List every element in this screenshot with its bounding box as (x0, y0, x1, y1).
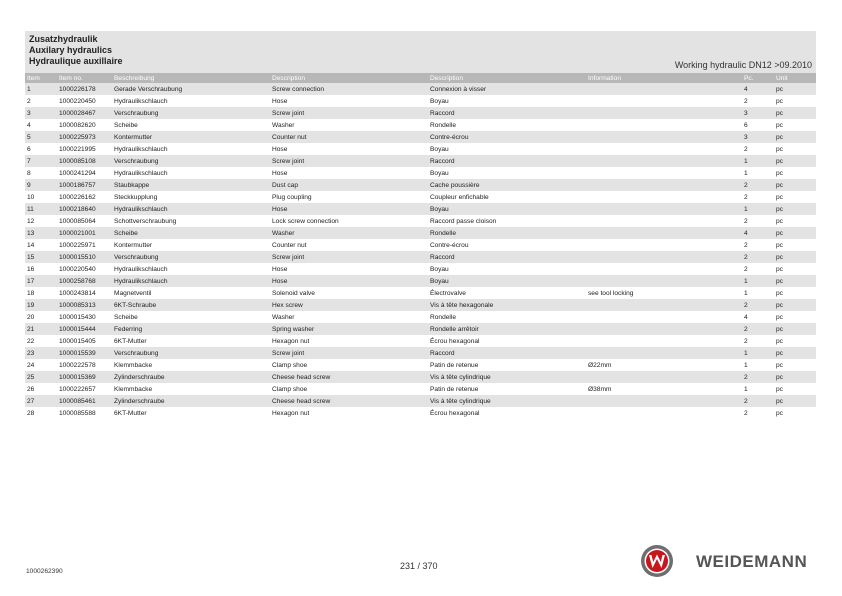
cell-item: 2 (25, 95, 57, 107)
cell-description-fr: Patin de retenue (428, 383, 586, 395)
cell-pc: 3 (742, 131, 774, 143)
cell-information: see tool locking (586, 287, 742, 299)
table-row (25, 191, 816, 203)
cell-information (586, 143, 742, 155)
cell-beschreibung: Scheibe (112, 311, 270, 323)
title-block (29, 34, 123, 67)
cell-description-fr: Écrou hexagonal (428, 407, 586, 419)
cell-item: 12 (25, 215, 57, 227)
cell-information (586, 191, 742, 203)
cell-information (586, 275, 742, 287)
cell-information (586, 335, 742, 347)
table-row (25, 371, 816, 383)
cell-information (586, 227, 742, 239)
title-german: Zusatzhydraulik (29, 34, 98, 44)
cell-beschreibung: Kontermutter (112, 239, 270, 251)
cell-information (586, 155, 742, 167)
cell-beschreibung: Hydraulikschlauch (112, 275, 270, 287)
table-row (25, 263, 816, 275)
cell-unit: pc (774, 263, 816, 275)
brand-name: WEIDEMANN (696, 552, 808, 571)
cell-description-fr: Boyau (428, 203, 586, 215)
cell-unit: pc (774, 83, 816, 95)
table-row (25, 119, 816, 131)
cell-item: 3 (25, 107, 57, 119)
cell-unit: pc (774, 95, 816, 107)
cell-description-en: Spring washer (270, 323, 428, 335)
cell-item-no: 1000241294 (57, 167, 112, 179)
cell-information (586, 311, 742, 323)
cell-pc: 2 (742, 215, 774, 227)
cell-pc: 1 (742, 383, 774, 395)
cell-pc: 1 (742, 275, 774, 287)
cell-pc: 4 (742, 83, 774, 95)
col-header-unit: Unit (776, 74, 788, 82)
cell-unit: pc (774, 155, 816, 167)
cell-description-en: Hose (270, 95, 428, 107)
cell-unit: pc (774, 203, 816, 215)
cell-beschreibung: Verschraubung (112, 107, 270, 119)
cell-description-en: Lock screw connection (270, 215, 428, 227)
cell-unit: pc (774, 407, 816, 419)
cell-description-en: Screw joint (270, 107, 428, 119)
table-row (25, 143, 816, 155)
cell-unit: pc (774, 167, 816, 179)
cell-beschreibung: Hydraulikschlauch (112, 263, 270, 275)
cell-beschreibung: Magnetventil (112, 287, 270, 299)
cell-beschreibung: Schottverschraubung (112, 215, 270, 227)
cell-description-en: Washer (270, 227, 428, 239)
cell-information (586, 347, 742, 359)
cell-item: 20 (25, 311, 57, 323)
cell-beschreibung: Steckkupplung (112, 191, 270, 203)
table-row (25, 131, 816, 143)
cell-item: 8 (25, 167, 57, 179)
cell-pc: 2 (742, 143, 774, 155)
table-row (25, 383, 816, 395)
table-row (25, 299, 816, 311)
cell-item: 7 (25, 155, 57, 167)
cell-unit: pc (774, 119, 816, 131)
cell-description-fr: Rondelle (428, 227, 586, 239)
cell-item: 10 (25, 191, 57, 203)
cell-beschreibung: Staubkappe (112, 179, 270, 191)
title-french: Hydraulique auxillaire (29, 56, 123, 66)
col-header-information: Information (588, 74, 621, 82)
cell-pc: 2 (742, 251, 774, 263)
cell-description-fr: Raccord (428, 251, 586, 263)
table-row (25, 359, 816, 371)
cell-description-en: Counter nut (270, 239, 428, 251)
parts-table (25, 73, 816, 419)
table-row (25, 95, 816, 107)
cell-beschreibung: 6KT-Mutter (112, 335, 270, 347)
cell-beschreibung: Klemmbacke (112, 383, 270, 395)
cell-pc: 2 (742, 191, 774, 203)
cell-beschreibung: Hydraulikschlauch (112, 143, 270, 155)
cell-item-no: 1000085461 (57, 395, 112, 407)
cell-description-fr: Vis à tête cylindrique (428, 371, 586, 383)
cell-information: Ø22mm (586, 359, 742, 371)
cell-description-fr: Boyau (428, 143, 586, 155)
cell-item-no: 1000220540 (57, 263, 112, 275)
cell-description-fr: Raccord (428, 107, 586, 119)
cell-information (586, 107, 742, 119)
cell-pc: 4 (742, 311, 774, 323)
cell-item-no: 1000218640 (57, 203, 112, 215)
cell-description-fr: Cache poussière (428, 179, 586, 191)
cell-item-no: 1000226178 (57, 83, 112, 95)
cell-beschreibung: Verschraubung (112, 155, 270, 167)
parts-table-wrapper (25, 73, 816, 419)
cell-beschreibung: Zylinderschraube (112, 371, 270, 383)
cell-description-en: Screw joint (270, 155, 428, 167)
cell-beschreibung: Federring (112, 323, 270, 335)
cell-item: 27 (25, 395, 57, 407)
table-row (25, 251, 816, 263)
document-id: 1000262390 (26, 568, 63, 575)
cell-information (586, 299, 742, 311)
cell-description-en: Solenoid valve (270, 287, 428, 299)
assembly-subtitle: Working hydraulic DN12 >09.2010 (674, 60, 812, 70)
cell-description-fr: Patin de retenue (428, 359, 586, 371)
cell-description-fr: Électrovalve (428, 287, 586, 299)
cell-pc: 1 (742, 167, 774, 179)
cell-information (586, 83, 742, 95)
cell-description-en: Counter nut (270, 131, 428, 143)
cell-description-fr: Connexion à visser (428, 83, 586, 95)
cell-item-no: 1000258768 (57, 275, 112, 287)
cell-description-en: Hose (270, 203, 428, 215)
title-english: Auxilary hydraulics (29, 45, 113, 55)
cell-pc: 3 (742, 107, 774, 119)
cell-pc: 2 (742, 335, 774, 347)
cell-item: 11 (25, 203, 57, 215)
cell-item: 14 (25, 239, 57, 251)
cell-unit: pc (774, 131, 816, 143)
cell-beschreibung: Hydraulikschlauch (112, 167, 270, 179)
cell-description-fr: Raccord (428, 347, 586, 359)
cell-pc: 2 (742, 263, 774, 275)
cell-information (586, 239, 742, 251)
cell-beschreibung: Klemmbacke (112, 359, 270, 371)
cell-information (586, 395, 742, 407)
cell-pc: 2 (742, 299, 774, 311)
cell-description-fr: Rondelle (428, 119, 586, 131)
cell-description-en: Dust cap (270, 179, 428, 191)
table-row (25, 347, 816, 359)
cell-information (586, 179, 742, 191)
table-header-row (25, 73, 816, 83)
cell-beschreibung: Verschraubung (112, 251, 270, 263)
cell-description-en: Washer (270, 119, 428, 131)
cell-item: 28 (25, 407, 57, 419)
cell-information (586, 119, 742, 131)
cell-description-fr: Boyau (428, 95, 586, 107)
cell-item: 17 (25, 275, 57, 287)
table-row (25, 407, 816, 419)
weidemann-w-logo-icon (640, 544, 674, 578)
cell-description-en: Hose (270, 143, 428, 155)
table-row (25, 107, 816, 119)
cell-description-en: Hose (270, 167, 428, 179)
cell-beschreibung: Scheibe (112, 227, 270, 239)
cell-information: Ø38mm (586, 383, 742, 395)
cell-information (586, 263, 742, 275)
cell-description-fr: Vis à tête cylindrique (428, 395, 586, 407)
cell-item: 19 (25, 299, 57, 311)
cell-item-no: 1000085313 (57, 299, 112, 311)
cell-description-en: Clamp shoe (270, 359, 428, 371)
cell-item: 9 (25, 179, 57, 191)
cell-item-no: 1000243814 (57, 287, 112, 299)
cell-information (586, 215, 742, 227)
cell-beschreibung: 6KT-Schraube (112, 299, 270, 311)
cell-information (586, 371, 742, 383)
cell-pc: 2 (742, 323, 774, 335)
cell-pc: 1 (742, 287, 774, 299)
cell-item-no: 1000015430 (57, 311, 112, 323)
cell-item-no: 1000015539 (57, 347, 112, 359)
cell-pc: 1 (742, 203, 774, 215)
cell-item-no: 1000085588 (57, 407, 112, 419)
cell-pc: 2 (742, 395, 774, 407)
cell-item: 6 (25, 143, 57, 155)
cell-unit: pc (774, 107, 816, 119)
cell-item: 23 (25, 347, 57, 359)
cell-item-no: 1000015405 (57, 335, 112, 347)
cell-item: 26 (25, 383, 57, 395)
header-band (25, 31, 816, 73)
parts-table-body (25, 83, 816, 419)
cell-description-fr: Boyau (428, 167, 586, 179)
cell-unit: pc (774, 179, 816, 191)
cell-pc: 1 (742, 347, 774, 359)
cell-item-no: 1000225973 (57, 131, 112, 143)
table-row (25, 323, 816, 335)
cell-item-no: 1000186757 (57, 179, 112, 191)
cell-unit: pc (774, 383, 816, 395)
cell-item-no: 1000085108 (57, 155, 112, 167)
cell-description-fr: Contre-écrou (428, 131, 586, 143)
col-header-description-fr: Description (430, 74, 463, 82)
cell-item: 5 (25, 131, 57, 143)
cell-information (586, 251, 742, 263)
table-row (25, 239, 816, 251)
cell-description-fr: Boyau (428, 275, 586, 287)
cell-item-no: 1000220450 (57, 95, 112, 107)
cell-unit: pc (774, 287, 816, 299)
table-row (25, 311, 816, 323)
col-header-beschreibung: Beschreibung (114, 74, 155, 82)
cell-unit: pc (774, 143, 816, 155)
cell-unit: pc (774, 359, 816, 371)
cell-item-no: 1000222657 (57, 383, 112, 395)
cell-information (586, 131, 742, 143)
cell-item-no: 1000226162 (57, 191, 112, 203)
cell-unit: pc (774, 227, 816, 239)
cell-description-en: Screw joint (270, 251, 428, 263)
cell-item-no: 1000222578 (57, 359, 112, 371)
cell-unit: pc (774, 275, 816, 287)
cell-information (586, 323, 742, 335)
cell-item: 21 (25, 323, 57, 335)
cell-item: 13 (25, 227, 57, 239)
cell-unit: pc (774, 191, 816, 203)
cell-unit: pc (774, 395, 816, 407)
table-row (25, 203, 816, 215)
cell-description-en: Plug coupling (270, 191, 428, 203)
cell-item: 16 (25, 263, 57, 275)
cell-item-no: 1000221995 (57, 143, 112, 155)
cell-pc: 2 (742, 407, 774, 419)
cell-description-fr: Raccord (428, 155, 586, 167)
table-row (25, 395, 816, 407)
cell-beschreibung: Verschraubung (112, 347, 270, 359)
cell-description-en: Hose (270, 275, 428, 287)
cell-item: 18 (25, 287, 57, 299)
cell-unit: pc (774, 335, 816, 347)
cell-item: 4 (25, 119, 57, 131)
cell-pc: 6 (742, 119, 774, 131)
cell-item-no: 1000085064 (57, 215, 112, 227)
cell-item: 1 (25, 83, 57, 95)
table-row (25, 287, 816, 299)
cell-information (586, 407, 742, 419)
table-row (25, 179, 816, 191)
cell-unit: pc (774, 323, 816, 335)
cell-beschreibung: Zylinderschraube (112, 395, 270, 407)
cell-item-no: 1000225971 (57, 239, 112, 251)
table-row (25, 227, 816, 239)
cell-description-fr: Rondelle (428, 311, 586, 323)
cell-description-en: Hexagon nut (270, 407, 428, 419)
cell-unit: pc (774, 239, 816, 251)
cell-pc: 1 (742, 155, 774, 167)
cell-unit: pc (774, 299, 816, 311)
cell-unit: pc (774, 311, 816, 323)
cell-description-en: Cheese head screw (270, 371, 428, 383)
cell-pc: 2 (742, 179, 774, 191)
cell-description-fr: Raccord passe cloison (428, 215, 586, 227)
cell-beschreibung: Hydraulikschlauch (112, 203, 270, 215)
cell-pc: 4 (742, 227, 774, 239)
cell-description-en: Hose (270, 263, 428, 275)
cell-information (586, 203, 742, 215)
cell-unit: pc (774, 251, 816, 263)
table-row (25, 167, 816, 179)
cell-pc: 2 (742, 239, 774, 251)
cell-beschreibung: 6KT-Mutter (112, 407, 270, 419)
table-row (25, 215, 816, 227)
cell-unit: pc (774, 215, 816, 227)
cell-item: 25 (25, 371, 57, 383)
cell-information (586, 167, 742, 179)
cell-unit: pc (774, 347, 816, 359)
cell-description-fr: Rondelle arrêtoir (428, 323, 586, 335)
brand-logo (640, 544, 818, 580)
cell-beschreibung: Hydraulikschlauch (112, 95, 270, 107)
cell-description-fr: Vis à tête hexagonale (428, 299, 586, 311)
table-row (25, 83, 816, 95)
table-row (25, 155, 816, 167)
table-row (25, 335, 816, 347)
cell-item-no: 1000021001 (57, 227, 112, 239)
cell-item-no: 1000082620 (57, 119, 112, 131)
col-header-pc: Pc. (744, 74, 754, 82)
cell-pc: 2 (742, 95, 774, 107)
cell-description-en: Washer (270, 311, 428, 323)
page-number: 231 / 370 (400, 561, 438, 571)
cell-unit: pc (774, 371, 816, 383)
cell-description-en: Screw connection (270, 83, 428, 95)
cell-description-fr: Coupleur enfichable (428, 191, 586, 203)
cell-beschreibung: Kontermutter (112, 131, 270, 143)
cell-description-en: Hexagon nut (270, 335, 428, 347)
cell-description-en: Clamp shoe (270, 383, 428, 395)
col-header-item-no: Item no. (59, 74, 83, 82)
cell-item-no: 1000015510 (57, 251, 112, 263)
cell-description-fr: Boyau (428, 263, 586, 275)
cell-pc: 2 (742, 371, 774, 383)
cell-item-no: 1000028467 (57, 107, 112, 119)
cell-item: 24 (25, 359, 57, 371)
table-row (25, 275, 816, 287)
cell-description-fr: Contre-écrou (428, 239, 586, 251)
cell-description-fr: Écrou hexagonal (428, 335, 586, 347)
cell-item-no: 1000015444 (57, 323, 112, 335)
col-header-item: Item (27, 74, 40, 82)
cell-description-en: Screw joint (270, 347, 428, 359)
cell-description-en: Cheese head screw (270, 395, 428, 407)
cell-information (586, 95, 742, 107)
cell-item: 15 (25, 251, 57, 263)
cell-item-no: 1000015369 (57, 371, 112, 383)
cell-beschreibung: Gerade Verschraubung (112, 83, 270, 95)
cell-pc: 1 (742, 359, 774, 371)
col-header-description-en: Description (272, 74, 305, 82)
cell-item: 22 (25, 335, 57, 347)
cell-beschreibung: Scheibe (112, 119, 270, 131)
cell-description-en: Hex screw (270, 299, 428, 311)
